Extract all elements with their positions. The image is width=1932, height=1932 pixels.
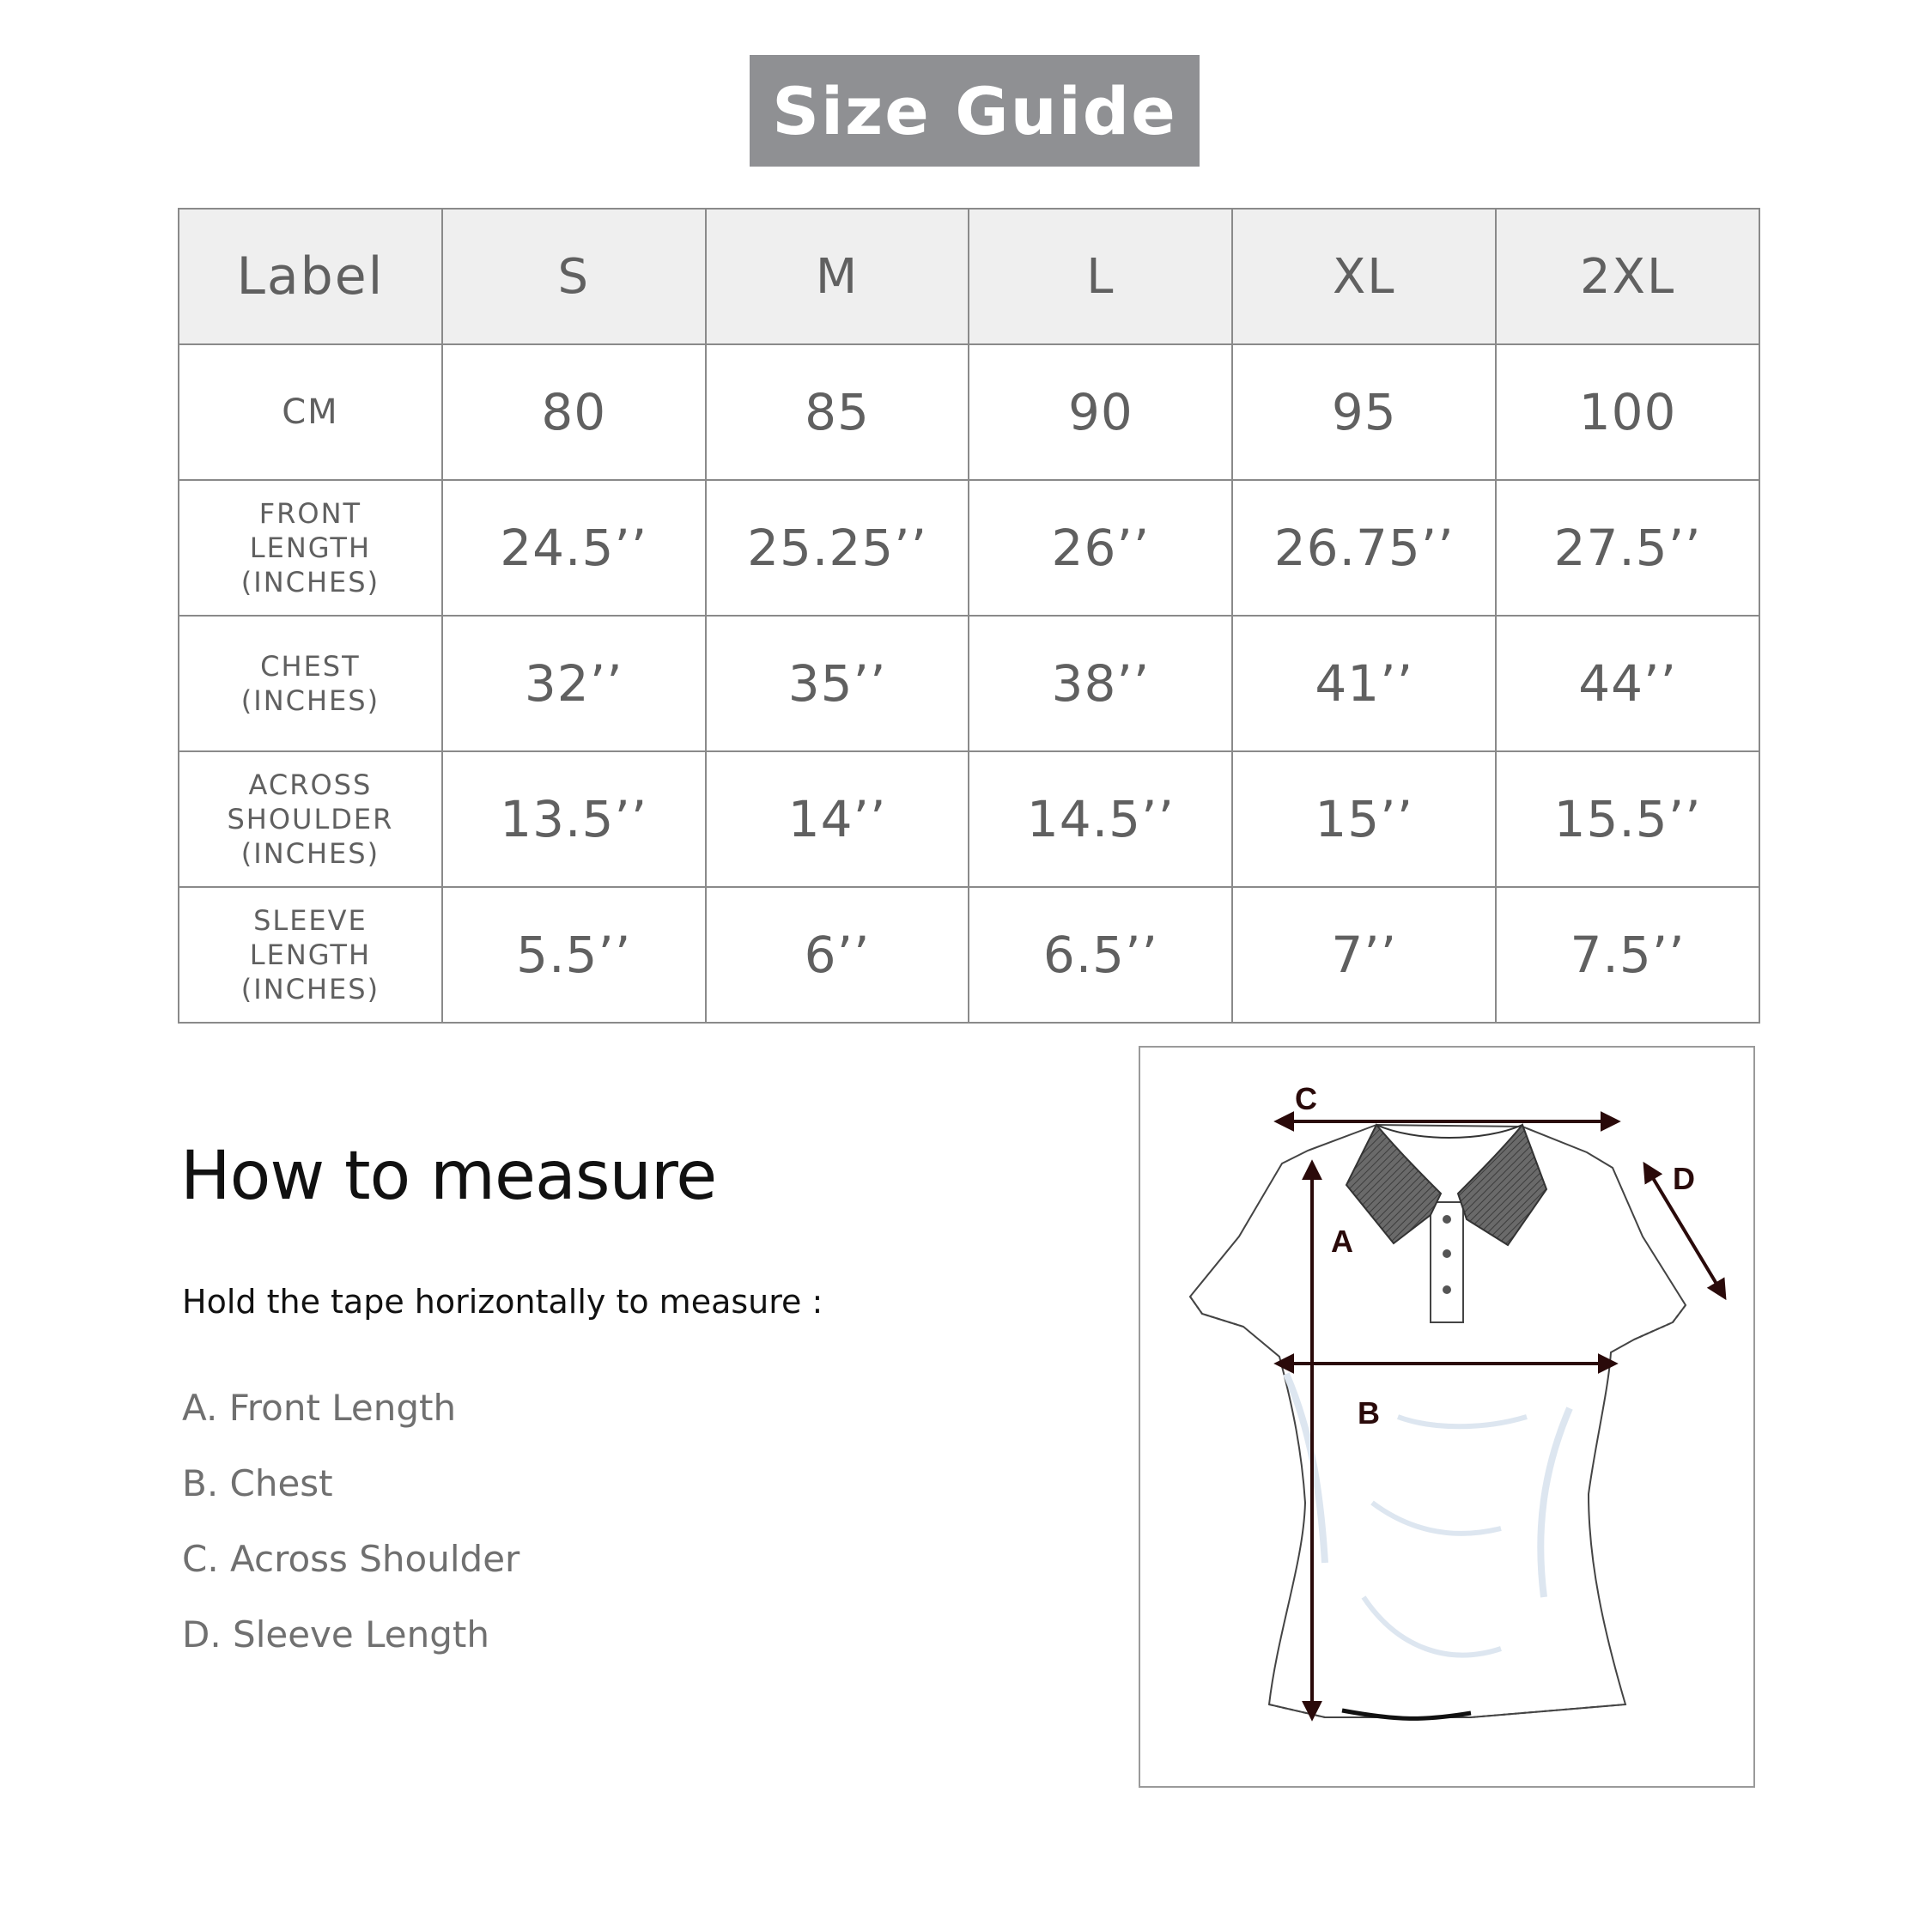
table-cell: 41’’ bbox=[1232, 616, 1496, 751]
header-size-l: L bbox=[969, 209, 1232, 344]
size-table bbox=[178, 208, 1760, 1024]
row-label-line: (INCHES) bbox=[240, 566, 380, 598]
row-label-line: LENGTH bbox=[249, 939, 372, 971]
list-item: C. Across Shoulder bbox=[182, 1538, 520, 1580]
table-row-sleeve-length bbox=[179, 887, 1759, 1023]
list-item: A. Front Length bbox=[182, 1387, 457, 1429]
measure-instruction: Hold the tape horizontally to measure : bbox=[182, 1283, 823, 1321]
table-row-across-shoulder bbox=[179, 751, 1759, 887]
polo-shirt-illustration bbox=[1140, 1048, 1757, 1789]
table-row-cm bbox=[179, 344, 1759, 480]
header-size-2xl: 2XL bbox=[1496, 209, 1759, 344]
row-label-line: (INCHES) bbox=[240, 973, 380, 1005]
table-header-row bbox=[179, 209, 1759, 344]
row-label-line: SHOULDER bbox=[227, 803, 394, 835]
marker-b: B bbox=[1358, 1395, 1380, 1431]
row-label-line: CHEST bbox=[260, 650, 361, 683]
size-guide-banner bbox=[750, 55, 1200, 167]
table-cell: 13.5’’ bbox=[442, 751, 706, 887]
button-icon bbox=[1443, 1285, 1451, 1294]
row-label-line: ACROSS bbox=[248, 769, 373, 801]
marker-c: C bbox=[1295, 1081, 1317, 1116]
row-label bbox=[179, 616, 442, 751]
table-cell: 32’’ bbox=[442, 616, 706, 751]
table-cell: 7.5’’ bbox=[1496, 887, 1759, 1023]
table-cell: 24.5’’ bbox=[442, 480, 706, 616]
table-cell: 80 bbox=[442, 344, 706, 480]
list-item: D. Sleeve Length bbox=[182, 1613, 489, 1656]
row-label-line: (INCHES) bbox=[240, 837, 380, 870]
table-cell: 15.5’’ bbox=[1496, 751, 1759, 887]
table-cell: 6.5’’ bbox=[969, 887, 1232, 1023]
table-cell: 27.5’’ bbox=[1496, 480, 1759, 616]
table-cell: 26.75’’ bbox=[1232, 480, 1496, 616]
row-label bbox=[179, 887, 442, 1023]
header-label: Label bbox=[179, 209, 442, 344]
measure-list bbox=[182, 1382, 519, 1685]
row-label bbox=[179, 344, 442, 480]
button-icon bbox=[1443, 1215, 1451, 1224]
table-cell: 5.5’’ bbox=[442, 887, 706, 1023]
table-cell: 7’’ bbox=[1232, 887, 1496, 1023]
button-icon bbox=[1443, 1249, 1451, 1258]
table-cell: 14.5’’ bbox=[969, 751, 1232, 887]
row-label-line: SLEEVE bbox=[253, 904, 368, 937]
how-to-measure-heading: How to measure bbox=[180, 1138, 717, 1215]
list-item: B. Chest bbox=[182, 1462, 333, 1504]
table-cell: 38’’ bbox=[969, 616, 1232, 751]
table-cell: 14’’ bbox=[706, 751, 969, 887]
table-row-chest bbox=[179, 616, 1759, 751]
table-cell: 35’’ bbox=[706, 616, 969, 751]
table-cell: 44’’ bbox=[1496, 616, 1759, 751]
marker-d: D bbox=[1673, 1161, 1695, 1196]
row-label-line: FRONT bbox=[258, 497, 362, 530]
page-title: Size Guide bbox=[772, 72, 1177, 149]
table-cell: 90 bbox=[969, 344, 1232, 480]
table-cell: 100 bbox=[1496, 344, 1759, 480]
header-size-s: S bbox=[442, 209, 706, 344]
marker-a: A bbox=[1331, 1224, 1353, 1259]
row-label-line: CM bbox=[282, 392, 339, 432]
table-cell: 25.25’’ bbox=[706, 480, 969, 616]
table-row-front-length bbox=[179, 480, 1759, 616]
row-label-line: (INCHES) bbox=[240, 684, 380, 717]
row-label bbox=[179, 480, 442, 616]
row-label bbox=[179, 751, 442, 887]
header-size-m: M bbox=[706, 209, 969, 344]
table-cell: 15’’ bbox=[1232, 751, 1496, 887]
table-cell: 26’’ bbox=[969, 480, 1232, 616]
header-size-xl: XL bbox=[1232, 209, 1496, 344]
measurement-diagram bbox=[1139, 1046, 1755, 1788]
table-cell: 95 bbox=[1232, 344, 1496, 480]
row-label-line: LENGTH bbox=[249, 532, 372, 564]
table-cell: 85 bbox=[706, 344, 969, 480]
table-cell: 6’’ bbox=[706, 887, 969, 1023]
